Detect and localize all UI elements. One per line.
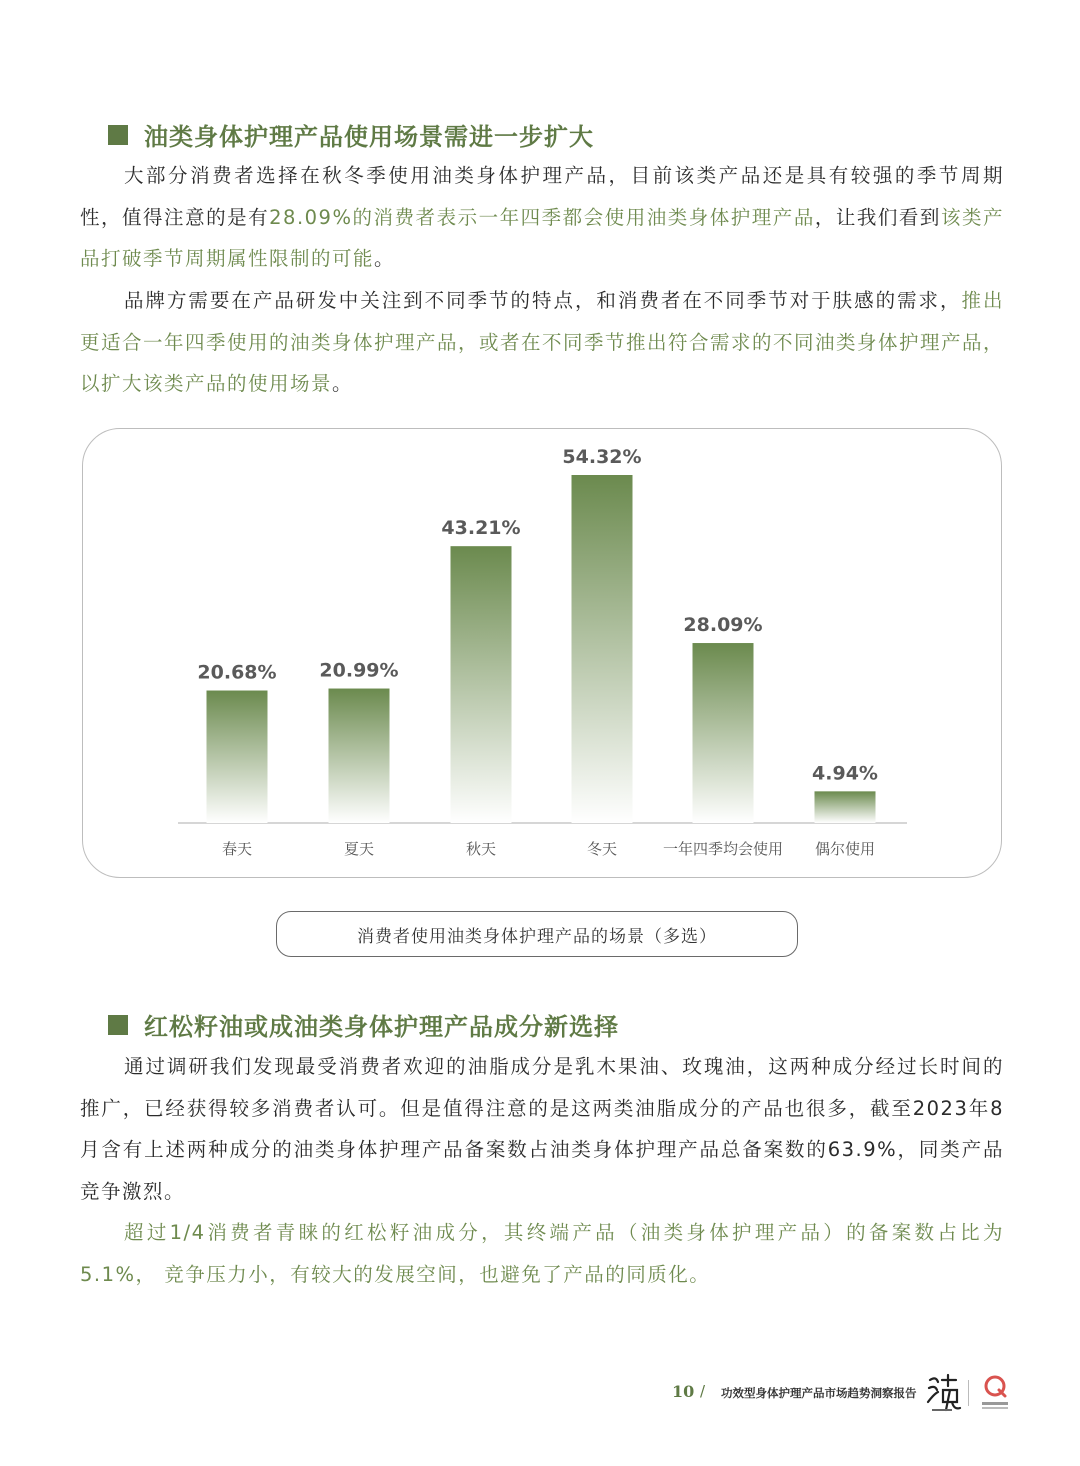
bar-value-label: 4.94% — [812, 762, 878, 785]
category-label: 春天 — [221, 840, 253, 858]
text-span: 。 — [374, 247, 396, 270]
chart-caption — [276, 911, 798, 957]
partner-logo-icon — [978, 1374, 1012, 1412]
bar-value-label: 28.09% — [683, 614, 763, 637]
chart-container — [82, 428, 1002, 878]
bar-value-label: 20.99% — [319, 659, 399, 682]
bar-4 — [572, 475, 633, 823]
text-span: 。 — [332, 372, 354, 395]
logo-divider — [968, 1380, 969, 1406]
brand-logo-icon — [926, 1372, 962, 1414]
highlight-text: 推出更适合一年四季使用的油类身体护理产品，或者在不同季节推出符合需求的不同油类身体护理产品，以扩大该类产品的使用场景 — [80, 289, 1005, 395]
category-label: 一年四季均会使用 — [662, 840, 784, 858]
category-label: 偶尔使用 — [814, 840, 876, 858]
section1-paragraph-2 — [80, 280, 1004, 405]
bar-chart — [83, 429, 1003, 879]
bar-3 — [451, 546, 512, 823]
section2-paragraph-2: 超过1/4消费者青睐的红松籽油成分，其终端产品（油类身体护理产品）的备案数占比为5.1%， 竞争压力小，有较大的发展空间，也避免了产品的同质化。 — [80, 1221, 1004, 1286]
chart-caption-text: 消费者使用油类身体护理产品的场景（多选） — [357, 926, 717, 947]
category-label: 冬天 — [586, 840, 618, 858]
bar-value-label: 20.68% — [197, 661, 277, 684]
section1-heading-text: 油类身体护理产品使用场景需进一步扩大 — [144, 123, 594, 151]
text-span: 大部分消费者选择在秋冬季使用油类身体护理产品，目前该类产品还是具有较强的季节周期性，值得注意的是有 — [80, 164, 1004, 229]
highlight-text: 28.09%的消费者表示一年四季都会使用油类身体护理产品 — [269, 205, 815, 229]
bar-5 — [693, 643, 754, 823]
bar-value-label: 43.21% — [441, 517, 521, 540]
bar-1 — [207, 691, 268, 823]
highlight-text: 该类产品打破季节周期属性限制的可能 — [80, 205, 1004, 270]
page-footer — [0, 1380, 1080, 1410]
section2-heading-text: 红松籽油或成油类身体护理产品成分新选择 — [144, 1013, 619, 1041]
text-span: ，让我们看到 — [814, 205, 941, 229]
section2-paragraph-1: 通过调研我们发现最受消费者欢迎的油脂成分是乳木果油、玫瑰油，这两种成分经过长时间的推广，已经获得较多消费者认可。但是值得注意的是这两类油脂成分的产品也很多，截至2023年8月含有上述两种成分的油类身体护理产品备案数占油类身体护理产品总备案数的63.9%，同类产品竞争激烈。 — [80, 1055, 1004, 1203]
bar-6 — [815, 791, 876, 823]
text-span: 品牌方需要在产品研发中关注到不同季节的特点，和消费者在不同季节对于肤感的需求， — [124, 289, 962, 312]
page-number: 10 — [672, 1382, 695, 1401]
section1-paragraph-1 — [80, 155, 1004, 280]
category-label: 秋天 — [465, 840, 497, 858]
category-label: 夏天 — [343, 840, 375, 858]
section1-heading — [108, 117, 594, 152]
bar-value-label: 54.32% — [562, 446, 642, 468]
bar-2 — [329, 689, 390, 823]
heading-square-icon — [108, 125, 128, 145]
report-title: 功效型身体护理产品市场趋势洞察报告 — [721, 1386, 917, 1400]
footer-separator: / — [700, 1382, 706, 1400]
heading-square-icon — [108, 1015, 128, 1035]
section2-heading — [108, 1007, 619, 1042]
